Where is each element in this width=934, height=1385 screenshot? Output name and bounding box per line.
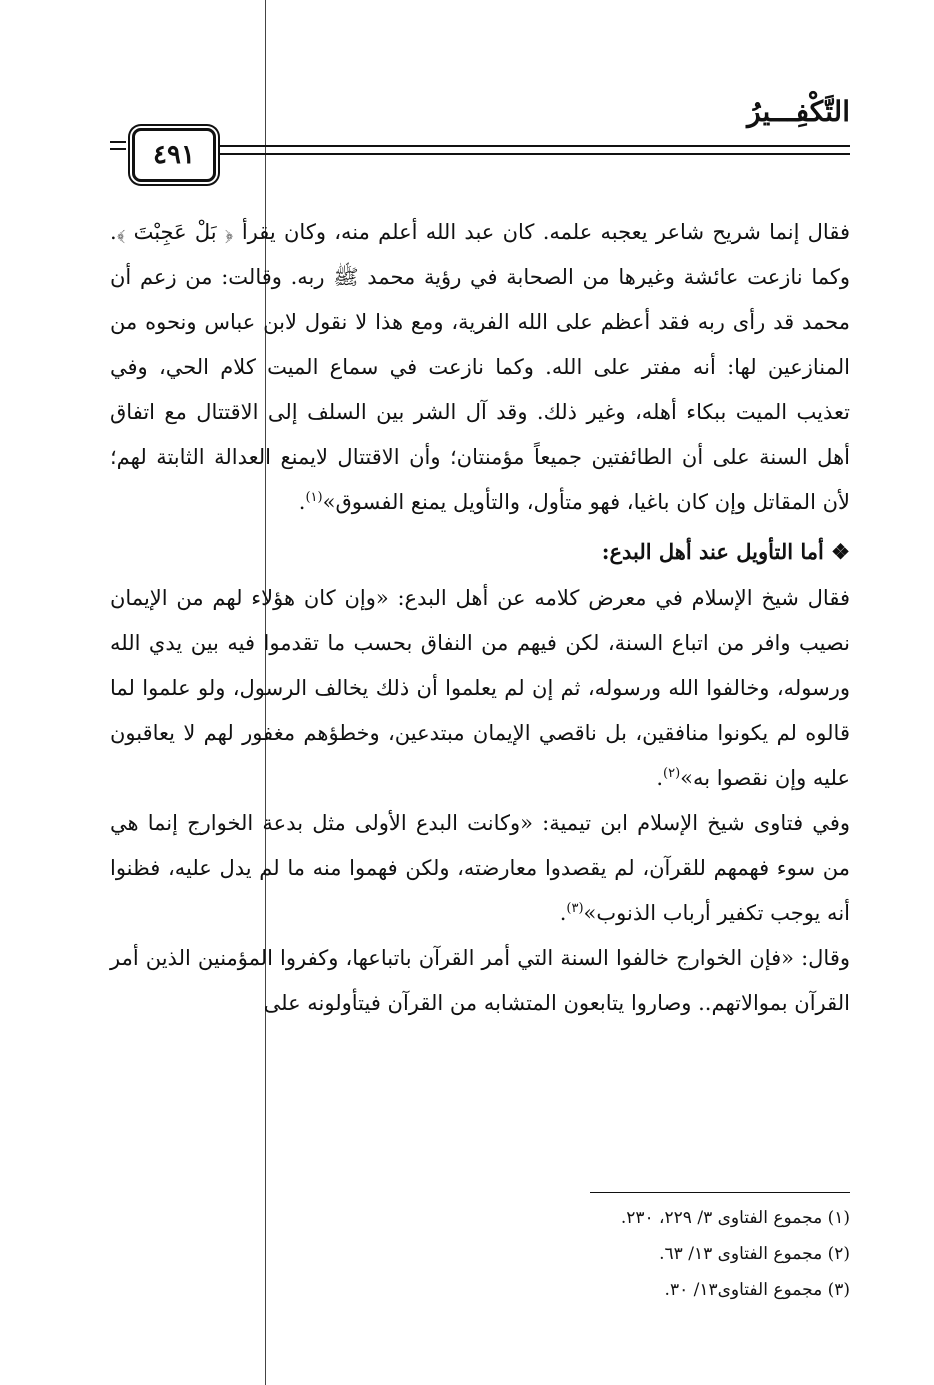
footnote-ref: (٣)	[566, 901, 584, 916]
footnote-separator	[590, 1192, 850, 1193]
footnote: (١) مجموع الفتاوى ٣/ ٢٢٩، ٢٣٠.	[620, 1208, 850, 1228]
page-header	[110, 95, 850, 185]
paragraph: فقال شيخ الإسلام في معرض كلامه عن أهل البدع: «وإن كان هؤلاء لهم من الإيمان نصيب وافر من اتباع السنة، لكن فيهم من النفاق بحسب ما تقدموا فيه بين يدي الله ورسوله، وخالفوا الله ورسوله، ثم إن لم يعلموا أن ذلك يخالف الرسول، ولو علموا لما قالوه لم يكونوا منافقين، بل ناقصي الإيمان مبتدعين، وخطؤهم مغفور لهم لا يعاقبون عليه وإن نقصوا به»$^{(٢)}$.	[110, 586, 850, 790]
paragraph: وفي فتاوى شيخ الإسلام ابن تيمية: «وكانت البدع الأولى مثل بدعة الخوارج إنما هي من سوء فهمهم للقرآن، لم يقصدوا معارضته، ولكن فهموا منه ما لم يدل عليه، فظنوا أنه يوجب تكفير أرباب الذنوب»$^{(٣)}$.	[110, 811, 850, 925]
footnote-ref: (١)	[305, 490, 323, 505]
footnote: (٢) مجموع الفتاوى ١٣/ ٦٣.	[659, 1244, 850, 1264]
footnotes	[110, 1200, 850, 1308]
page-number: ٤٩١	[153, 140, 195, 170]
running-title: التَّكْفِـــيرُ	[747, 95, 850, 128]
header-ornament	[110, 141, 126, 155]
section-heading: ❖ أما التأويل عند أهل البدع:	[601, 539, 850, 564]
footnote-ref: (٢)	[663, 766, 681, 781]
main-text	[110, 210, 850, 1026]
footnote: (٣) مجموع الفتاوى١٣/ ٣٠.	[664, 1280, 850, 1300]
header-rule-top	[220, 145, 850, 147]
paragraph: وقال: «فإن الخوارج خالفوا السنة التي أمر القرآن باتباعها، وكفروا المؤمنين الذين أمر القرآن بموالاتهم.. وصاروا يتابعون المتشابه من القرآن فيتأولونه على	[110, 946, 850, 1015]
page-number-frame	[132, 128, 216, 182]
header-rule-bottom	[220, 153, 850, 155]
paragraph: فقال إنما شريح شاعر يعجبه علمه. كان عبد الله أعلم منه، وكان يقرأ ﴿ بَلْ عَجِبْتَ ﴾. وكما نازعت عائشة وغيرها من الصحابة في رؤية محمد ﷺ ربه. وقالت: من زعم أن محمد قد رأى ربه فقد أعظم على الله الفرية، ومع هذا لا نقول لابن عباس ونحوه من المنازعين لها: أنه مفتر على الله. وكما نازعت في سماع الميت كلام الحي، وفي تعذيب الميت ببكاء أهله، وغير ذلك. وقد آل الشر بين السلف إلى الاقتتال مع اتفاق أهل السنة على أن الطائفتين جميعاً مؤمنتان؛ وأن الاقتتال لايمنع العدالة الثابتة لهم؛ لأن المقاتل وإن كان باغيا، فهو متأول، والتأويل يمنع الفسوق»$^{(١)}$.	[110, 220, 850, 514]
